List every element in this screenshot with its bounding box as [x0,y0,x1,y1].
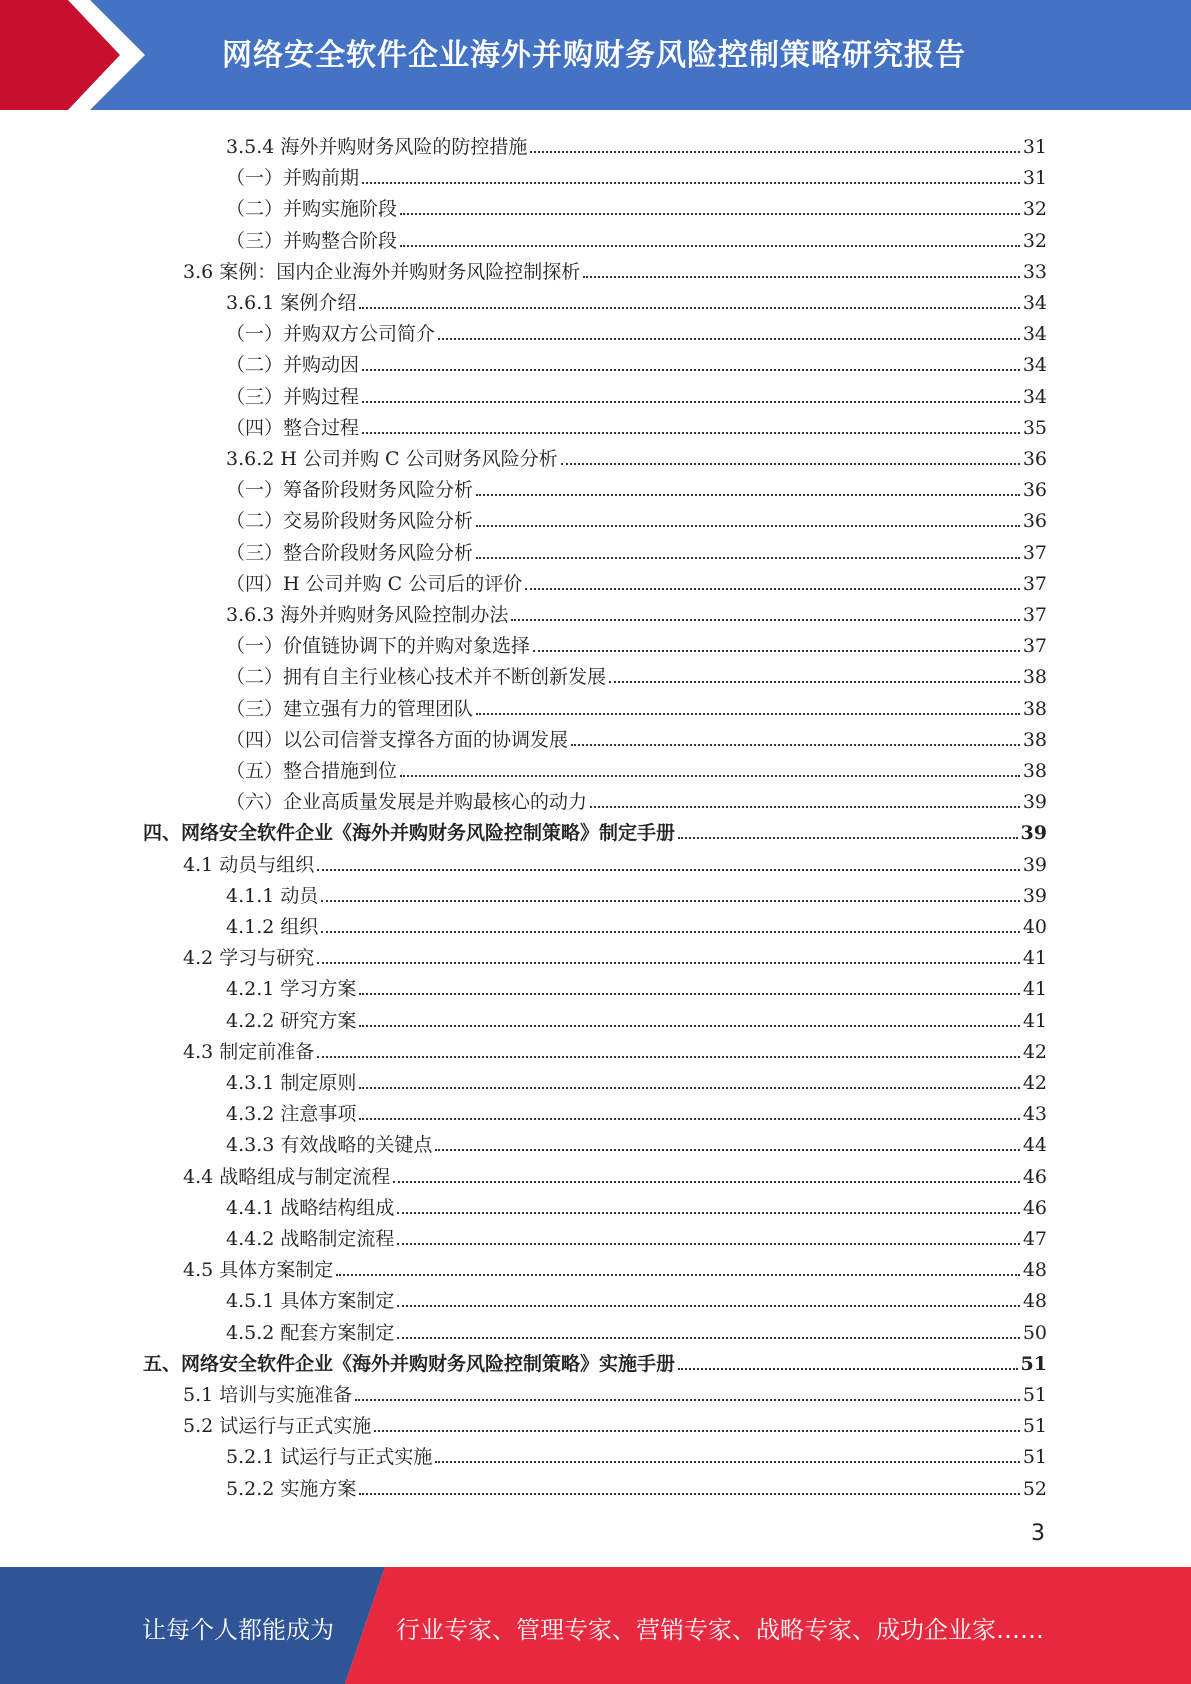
toc-entry-label: （四）整合过程 [226,416,360,439]
toc-entry-label: 3.6.1 案例介绍 [226,292,357,314]
toc-dot-leader [359,1087,1019,1089]
toc-entry[interactable] [226,1314,1047,1345]
toc-entry[interactable] [226,1282,1047,1313]
toc-entry-label: 4.2.1 学习方案 [226,978,357,1001]
toc-entry-page: 39 [1022,853,1047,876]
toc-dot-leader [678,837,1018,839]
toc-entry-label: 3.5.4 海外并购财务风险的防控措施 [226,136,528,158]
toc-entry-page: 41 [1022,978,1047,1001]
toc-entry-label: 5.1 培训与实施准备 [183,1384,353,1406]
toc-entry[interactable] [226,1220,1047,1251]
toc-entry[interactable] [226,752,1047,783]
toc-entry-label: （三）建立强有力的管理团队 [226,697,474,720]
toc-dot-leader [400,213,1020,215]
toc-entry-label: （四）H 公司并购 C 公司后的评价 [226,572,523,595]
toc-entry-label: 4.5.1 具体方案制定 [226,1290,395,1313]
toc-entry-page: 37 [1022,635,1047,658]
toc-entry[interactable] [226,284,1047,315]
toc-entry-label: （一）并购双方公司简介 [226,323,436,346]
toc-entry-page: 48 [1022,1290,1047,1313]
toc-entry-page: 34 [1022,323,1047,346]
toc-entry[interactable] [183,1158,1047,1189]
toc-entry-page: 34 [1022,354,1047,377]
toc-entry[interactable] [226,471,1047,502]
toc-entry-page: 37 [1022,572,1047,595]
toc-entry[interactable] [226,534,1047,565]
toc-dot-leader [571,744,1020,746]
toc-entry-page: 44 [1022,1134,1047,1157]
toc-entry-page: 47 [1022,1228,1047,1250]
toc-entry-label: 3.6 案例：国内企业海外并购财务风险控制探析 [183,260,581,283]
toc-entry-page: 41 [1022,1009,1047,1032]
toc-entry-label: 4.1.1 动员 [226,884,319,907]
toc-entry-label: 5.2 试运行与正式实施 [183,1415,372,1438]
toc-dot-leader [438,338,1020,340]
toc-entry-page: 51 [1022,1415,1047,1438]
toc-entry-page: 32 [1022,229,1047,252]
toc-entry[interactable] [183,253,1047,284]
toc-entry-page: 32 [1022,198,1047,221]
toc-entry-page: 43 [1022,1103,1047,1126]
toc-dot-leader [476,494,1020,496]
toc-entry[interactable] [226,315,1047,346]
toc-entry-page: 41 [1022,947,1047,970]
toc-dot-leader [476,525,1020,527]
toc-dot-leader [435,1149,1019,1151]
toc-entry-page: 31 [1022,136,1047,158]
toc-entry-page: 42 [1022,1040,1047,1063]
toc-entry[interactable] [226,1002,1047,1033]
toc-dot-leader [397,1212,1019,1214]
toc-entry-page: 35 [1022,416,1047,439]
toc-entry-label: （二）拥有自主行业核心技术并不断创新发展 [226,666,607,689]
toc-entry-page: 46 [1022,1165,1047,1188]
toc-entry[interactable] [226,783,1047,814]
toc-dot-leader [374,1430,1020,1432]
toc-dot-leader [359,1493,1019,1495]
toc-dot-leader [362,432,1020,434]
toc-entry[interactable] [226,1438,1047,1469]
toc-entry-label: （三）并购过程 [226,385,360,408]
toc-entry-page: 38 [1022,697,1047,720]
toc-dot-leader [400,775,1020,777]
page-header [0,0,1191,110]
toc-entry[interactable] [183,1033,1047,1064]
toc-dot-leader [530,151,1019,153]
toc-entry-label: 4.4.1 战略结构组成 [226,1196,395,1219]
toc-entry-page: 39 [1022,884,1047,907]
toc-entry[interactable] [226,1064,1047,1095]
toc-entry[interactable] [226,1095,1047,1126]
toc-entry-label: 3.6.3 海外并购财务风险控制办法 [226,604,509,626]
toc-dot-leader [561,463,1020,465]
toc-dot-leader [583,276,1020,278]
toc-entry-label: （一）价值链协调下的并购对象选择 [226,635,531,658]
toc-entry-page: 34 [1022,292,1047,314]
toc-dot-leader [321,900,1019,902]
toc-entry-label: 五、网络安全软件企业《海外并购财务风险控制策略》实施手册 [143,1352,676,1375]
toc-dot-leader [359,993,1019,995]
toc-entry[interactable] [226,877,1047,908]
header-arrow-decoration [0,0,150,110]
toc-entry[interactable] [226,378,1047,409]
toc-entry-label: 4.3 制定前准备 [183,1040,315,1063]
toc-entry-page: 52 [1022,1477,1047,1500]
toc-dot-leader [355,1399,1020,1401]
toc-entry-label: （二）交易阶段财务风险分析 [226,510,474,533]
toc-entry-page: 31 [1022,167,1047,190]
toc-entry[interactable] [226,970,1047,1001]
toc-entry[interactable] [226,658,1047,689]
toc-entry-page: 33 [1022,260,1047,283]
toc-entry[interactable] [226,159,1047,190]
toc-entry[interactable] [183,939,1047,970]
toc-dot-leader [476,557,1020,559]
toc-entry-page: 37 [1022,604,1047,626]
toc-entry[interactable] [183,1251,1047,1282]
toc-entry-page: 50 [1022,1321,1047,1344]
toc-entry[interactable] [226,440,1047,471]
toc-dot-leader [359,1025,1019,1027]
toc-entry-label: 5.2.1 试运行与正式实施 [226,1446,433,1469]
toc-dot-leader [317,962,1020,964]
toc-entry[interactable] [226,1126,1047,1157]
toc-entry-label: （一）筹备阶段财务风险分析 [226,479,474,502]
toc-entry-label: 四、网络安全软件企业《海外并购财务风险控制策略》制定手册 [143,822,676,845]
toc-entry-label: （四）以公司信誉支撑各方面的协调发展 [226,728,569,751]
toc-entry-page: 46 [1022,1196,1047,1219]
toc-entry[interactable] [143,1345,1047,1376]
toc-entry[interactable] [226,128,1047,159]
toc-entry-page: 48 [1022,1259,1047,1282]
toc-dot-leader [511,619,1019,621]
toc-entry[interactable] [226,596,1047,627]
toc-dot-leader [359,307,1019,309]
toc-dot-leader [609,681,1020,683]
toc-entry-page: 51 [1022,1384,1047,1406]
toc-entry-label: （三）并购整合阶段 [226,229,398,252]
toc-entry-page: 51 [1022,1446,1047,1469]
toc-entry[interactable] [226,908,1047,939]
toc-entry-page: 36 [1022,510,1047,533]
toc-entry[interactable] [183,846,1047,877]
toc-dot-leader [317,869,1020,871]
toc-entry-page: 34 [1022,385,1047,408]
toc-entry-label: 3.6.2 H 公司并购 C 公司财务风险分析 [226,448,558,470]
toc-entry-page: 38 [1022,760,1047,782]
toc-dot-leader [393,1181,1020,1183]
page-footer [0,1567,1191,1684]
toc-dot-leader [321,931,1019,933]
toc-dot-leader [397,1305,1019,1307]
toc-entry-page: 40 [1022,916,1047,938]
toc-entry-page: 42 [1022,1072,1047,1094]
toc-entry-label: 4.4.2 战略制定流程 [226,1228,395,1250]
toc-dot-leader [397,1243,1019,1245]
toc-entry-label: （二）并购动因 [226,354,360,377]
toc-entry-label: 4.3.3 有效战略的关键点 [226,1134,433,1157]
toc-dot-leader [590,806,1020,808]
toc-entry[interactable] [226,222,1047,253]
toc-entry-label: 4.5.2 配套方案制定 [226,1321,395,1344]
toc-dot-leader [397,1337,1019,1339]
toc-entry[interactable] [226,565,1047,596]
toc-entry-page: 38 [1022,728,1047,751]
toc-entry-label: （一）并购前期 [226,167,360,190]
toc-entry-label: 4.3.1 制定原则 [226,1072,357,1094]
toc-entry-label: 4.2 学习与研究 [183,947,315,970]
header-title: 网络安全软件企业海外并购财务风险控制策略研究报告 [222,38,966,73]
toc-entry-label: 4.1.2 组织 [226,916,319,938]
toc-entry-label: 5.2.2 实施方案 [226,1477,357,1500]
toc-entry-page: 38 [1022,666,1047,689]
footer-slogan-right: 行业专家、管理专家、营销专家、战略专家、成功企业家…… [396,1616,1044,1644]
toc-entry-label: 4.3.2 注意事项 [226,1103,357,1126]
toc-entry[interactable] [226,190,1047,221]
toc-entry[interactable] [226,690,1047,721]
toc-dot-leader [359,1118,1019,1120]
toc-entry-label: （三）整合阶段财务风险分析 [226,541,474,564]
footer-slogan-left: 让每个人都能成为 [142,1616,334,1644]
toc-entry-page: 36 [1022,448,1047,470]
toc-dot-leader [678,1368,1018,1370]
page-number: 3 [1031,1521,1045,1546]
toc-dot-leader [362,182,1020,184]
toc-entry-page: 39 [1020,822,1047,845]
toc-entry-page: 39 [1022,791,1047,814]
toc-entry[interactable] [226,627,1047,658]
toc-entry-label: （六）企业高质量发展是并购最核心的动力 [226,791,588,814]
toc-entry[interactable] [226,409,1047,440]
toc-entry[interactable] [143,814,1047,845]
toc-entry-label: 4.5 具体方案制定 [183,1259,334,1282]
toc-dot-leader [435,1461,1019,1463]
toc-entry[interactable] [226,1470,1047,1501]
toc-entry-page: 36 [1022,479,1047,502]
toc-entry-label: 4.1 动员与组织 [183,853,315,876]
toc-entry[interactable] [226,346,1047,377]
toc-dot-leader [362,369,1020,371]
toc-dot-leader [525,588,1020,590]
toc-entry[interactable] [183,1407,1047,1438]
toc-entry-page: 51 [1020,1352,1047,1375]
toc-dot-leader [317,1056,1020,1058]
toc-entry[interactable] [226,721,1047,752]
toc-dot-leader [336,1274,1020,1276]
toc-entry-label: （二）并购实施阶段 [226,198,398,221]
toc-entry-label: （五）整合措施到位 [226,760,398,782]
toc-entry-page: 37 [1022,541,1047,564]
toc-entry[interactable] [183,1376,1047,1407]
toc-dot-leader [362,401,1020,403]
toc-dot-leader [476,713,1020,715]
toc-dot-leader [533,650,1020,652]
toc-entry[interactable] [226,1189,1047,1220]
toc-entry-label: 4.2.2 研究方案 [226,1009,357,1032]
toc-entry[interactable] [226,502,1047,533]
toc-entry-label: 4.4 战略组成与制定流程 [183,1165,391,1188]
toc-dot-leader [400,245,1020,247]
